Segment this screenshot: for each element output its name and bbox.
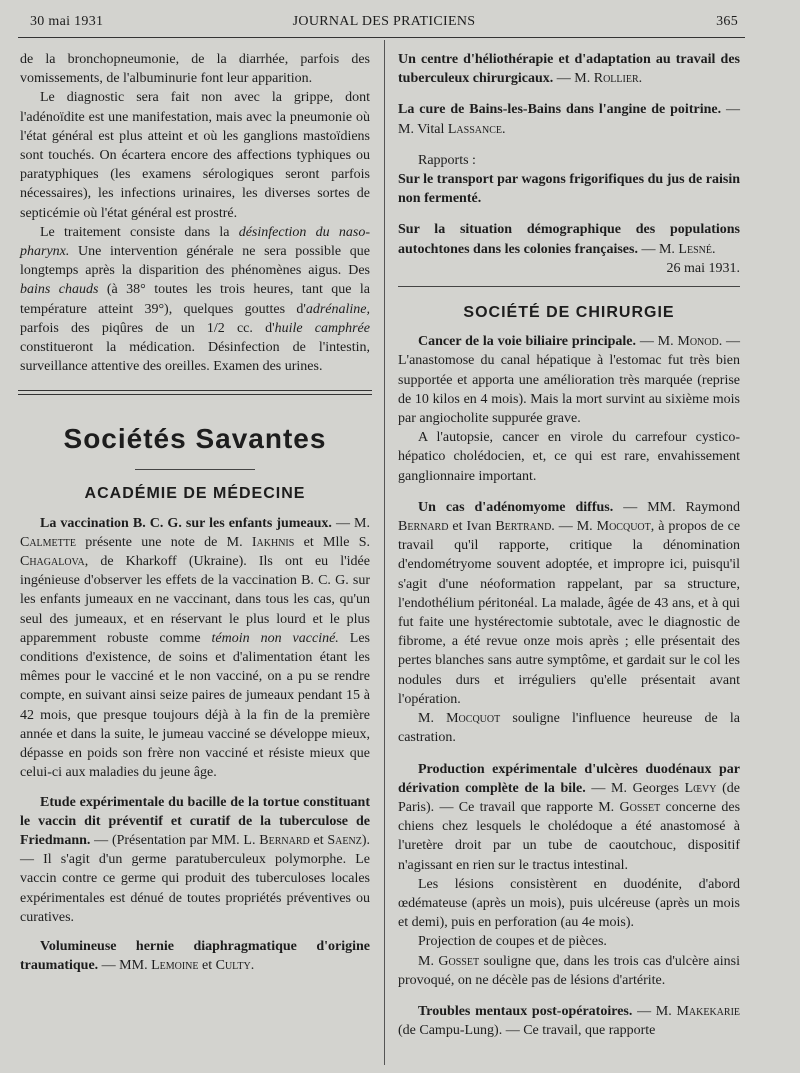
text-run: — (Présentation par MM. L. [94,832,256,848]
article-bcg [20,514,370,783]
italic-term: adrénaline, [305,301,370,317]
text-run: souligne l'influence heureuse de la castration. [398,711,741,746]
text-run: — Il s'agit d'un germe paratuberculeux polymorphe. Le vaccin contre ce germe qui produit des tuberculoses locales expérimentales est dénué de toutes propriétés préventives ou curatives. [20,852,370,925]
text-run: (à 38° toutes les trois heures, tant que la température atteint 39°), quelques gouttes d' [20,282,371,317]
author-name: Calmette [20,534,76,550]
text-run: et Mlle S. [303,534,371,550]
article-title: Un centre d'héliothérapie et d'adaptation au travail des tuberculeux chirurgicaux. [398,52,740,87]
italic-term: désinfection du naso-pharynx. [20,224,371,260]
article-title: Volumineuse hernie diaphragmatique d'origine traumatique. [20,938,370,974]
author-name: Gosset [438,953,480,969]
text-run: — M. [398,102,741,137]
paragraph: Les lésions consistèrent en duodénite, d'abord œdémateuse (après un mois), puis ulcéreuse (après un mois et demi), puis en perforation (au 4e mois). [398,876,740,931]
column-divider [384,40,385,1065]
section-title: Sociétés Savantes [63,423,327,455]
author-name: Mocquot, [596,519,655,535]
text-run: — M. [639,334,674,350]
article-title: Cancer de la voie biliaire principale. [418,334,636,350]
author-name: Gosset [619,799,661,815]
section-double-rule [18,390,372,395]
text-run: M. [418,711,434,727]
text-run: M. [418,953,434,969]
text-run: souligne que, dans les trois cas d'ulcère ainsi provoqué, on ne décèle pas de lésions d'artérite. [398,953,740,988]
author-name: Lesné. [678,241,716,257]
text-run: — M. [336,515,370,531]
title-underline [135,469,255,470]
article-title: Etude expérimentale du bacille de la tortue constituant le vaccin dit préventif et curatif de la tuberculose de Friedmann. [20,794,370,848]
text-run: — M. [556,71,591,87]
article-title: La cure de Bains-les-Bains dans l'angine de poitrine. [398,102,722,118]
paragraph: A l'autopsie, cancer en virole du carrefour cystico-hépatico cholédocien, et, ce qui est rare, envahissement ganglionnaire important. [398,430,740,484]
italic-term: huile camphrée [274,320,370,336]
author-name: Vital [417,121,445,137]
author-name: Iakhnis [251,534,295,550]
author-name: Mocquot [446,711,501,727]
author-name: Makekarie [676,1003,741,1019]
article-title: Sur la situation démographique des populations autochtones dans les colonies françaises. [398,222,740,257]
text-run: parfois des piqûres de un 1/2 cc. d' [20,320,275,336]
text-run: à propos de ce travail qu'il rapporte, critique la dénomination d'endométryome souvent adoptée, et impropre ici, puisqu'il s'agit d'une néoformation rappelant, par sa structure, l'endothélium péritonéal. La malade, âgée de 43 ans, et à qui fut faite une hystérectomie subtotale, avec le diagnostic de fibrome, a été revue onze mois après ; elle présentait des pertes blanches sans autre symptôme, et gardait sur le col les nodules durs et irréguliers qu'elle présentait avant l'opération. [398,519,741,707]
article-title: Un cas d'adénomyome diffus. [418,499,614,515]
page-number: 365 [716,14,738,29]
author-name: Lemoine [151,958,199,974]
article-adenomyome [398,498,740,709]
author-name: Bernard [259,832,310,848]
text-run: — M. [637,1003,672,1019]
rapports-label: Rapports : [418,152,476,168]
text-run: et Ivan [452,519,492,535]
text-run: — M. [558,519,593,535]
section-rule [398,286,740,287]
text-run: — L'anastomose du canal hépatique à l'estomac fut très bien supportée et apporta une amélioration très marquée (reprise de 10 kilos en 4 mois). Mais la mort survint au sixième mois par angiocholite suppurée grave. [398,334,741,427]
author-name: Bertrand. [495,519,555,535]
author-name: Rollier. [593,71,643,87]
text-run: présente une note de M. [85,534,243,550]
author-name: Chagalova, [20,554,89,570]
italic-term: bains chauds [20,282,99,298]
article-title: La vaccination B. C. G. sur les enfants jumeaux. [40,515,332,531]
author-name: Lassance. [447,121,506,137]
paragraph: Projection de coupes et de pièces. [418,934,607,950]
author-name: Monod. [677,334,723,350]
paragraph [20,223,370,377]
text-run: — MM. [101,958,148,974]
paragraph: de la bronchopneumonie, de la diarrhée, parfois des vomissements, de l'albuminurie font leur apparition. [20,52,370,87]
article-tortue [20,793,370,927]
text-run: (de Paris). — Ce travail que rapporte M. [398,780,740,815]
text-run: — M. Georges [591,780,679,796]
author-name: Culty. [215,958,255,974]
italic-term: témoin non vacciné. [211,630,339,646]
article-hernie [20,937,370,975]
running-head [30,14,738,34]
dateline: 26 mai 1931. [666,260,740,276]
paragraph: Le diagnostic sera fait non avec la grippe, dont l'adénoïdite est une manifestation, mais avec la pneumonie où l'état général est plus atteint et où les ganglions mastoïdiens sont touchés. On écartera encore des affections typhiques ou paratyphiques (les examens sérologiques seront parfois nécessaires), les infections urinaires, les diverses sortes de septicémie où l'état général est prostré. [20,90,370,221]
article-raisin: Sur le transport par wagons frigorifiques du jus de raisin non fermenté. [398,172,740,207]
text-run: Le traitement consiste dans la [40,224,230,240]
article-title: Troubles mentaux post-opératoires. [418,1003,633,1019]
article-helio [398,50,740,88]
chirurgie-heading: SOCIÉTÉ DE CHIRURGIE [463,304,675,322]
text-run: de Kharkoff (Ukraine). Ils ont eu l'idée ingénieuse d'observer les effets de la vaccination B. C. G. sur les enfants jumeaux en ne vaccinant, dans tous les cas, qu'un seul des jumeaux, et en réservant le plus lourd et le plus apparemment robuste comme [20,554,370,646]
right-column [398,50,740,1040]
text-run: — MM. Raymond [623,499,741,515]
academie-heading: ACADÉMIE DE MÉDECINE [84,485,306,503]
text-run: — M. [641,241,675,257]
text-run: (de Campu-Lung). — Ce travail, que rapporte [398,1023,656,1039]
article-ulceres [398,760,740,875]
article-title: Production expérimentale d'ulcères duodénaux par dérivation complète de la bile. [398,761,740,796]
article-demographie [398,220,740,258]
issue-date: 30 mai 1931 [30,14,104,29]
left-column [20,50,370,975]
text-run: concerne des chiens chez lesquels le cholédoque a été anastomosé à l'uretère droit par un tube de caoutchouc, dispositif n'agissant en rien sur le tractus intestinal. [398,799,741,873]
author-name: Bernard [398,519,449,535]
text-run: constitueront la médication. Désinfection de l'intestin, surveillance attentive des oreilles. Examen des urines. [20,340,370,375]
article-troubles [398,1002,740,1040]
header-rule [18,37,745,38]
text-run: et [313,832,324,848]
paragraph [398,709,740,747]
journal-title: JOURNAL DES PRATICIENS [292,14,476,29]
text-run: et [202,958,213,974]
article-cancer [398,332,740,428]
paragraph [398,952,740,990]
text-run: Une intervention générale ne sera possible que longtemps après la disparition des phénomènes aigus. Des [20,244,370,279]
article-bains [398,100,740,138]
text-run: Les conditions d'existence, de soins et d'alimentation étant les mêmes pour le vacciné et le non vacciné, on a pu se rendre compte, en suivant ainsi seize paires de jumeaux pendant 15 à 42 mois, que presque toujours déjà à la fin de la première année et dans la suite, le jumeau vacciné se développe mieux, dépasse en poids son frère non vacciné et résiste mieux que celui-ci aux maladies du jeune âge. [20,630,370,781]
author-name: Lœvy [684,780,717,796]
author-name: Saenz). [327,832,370,848]
